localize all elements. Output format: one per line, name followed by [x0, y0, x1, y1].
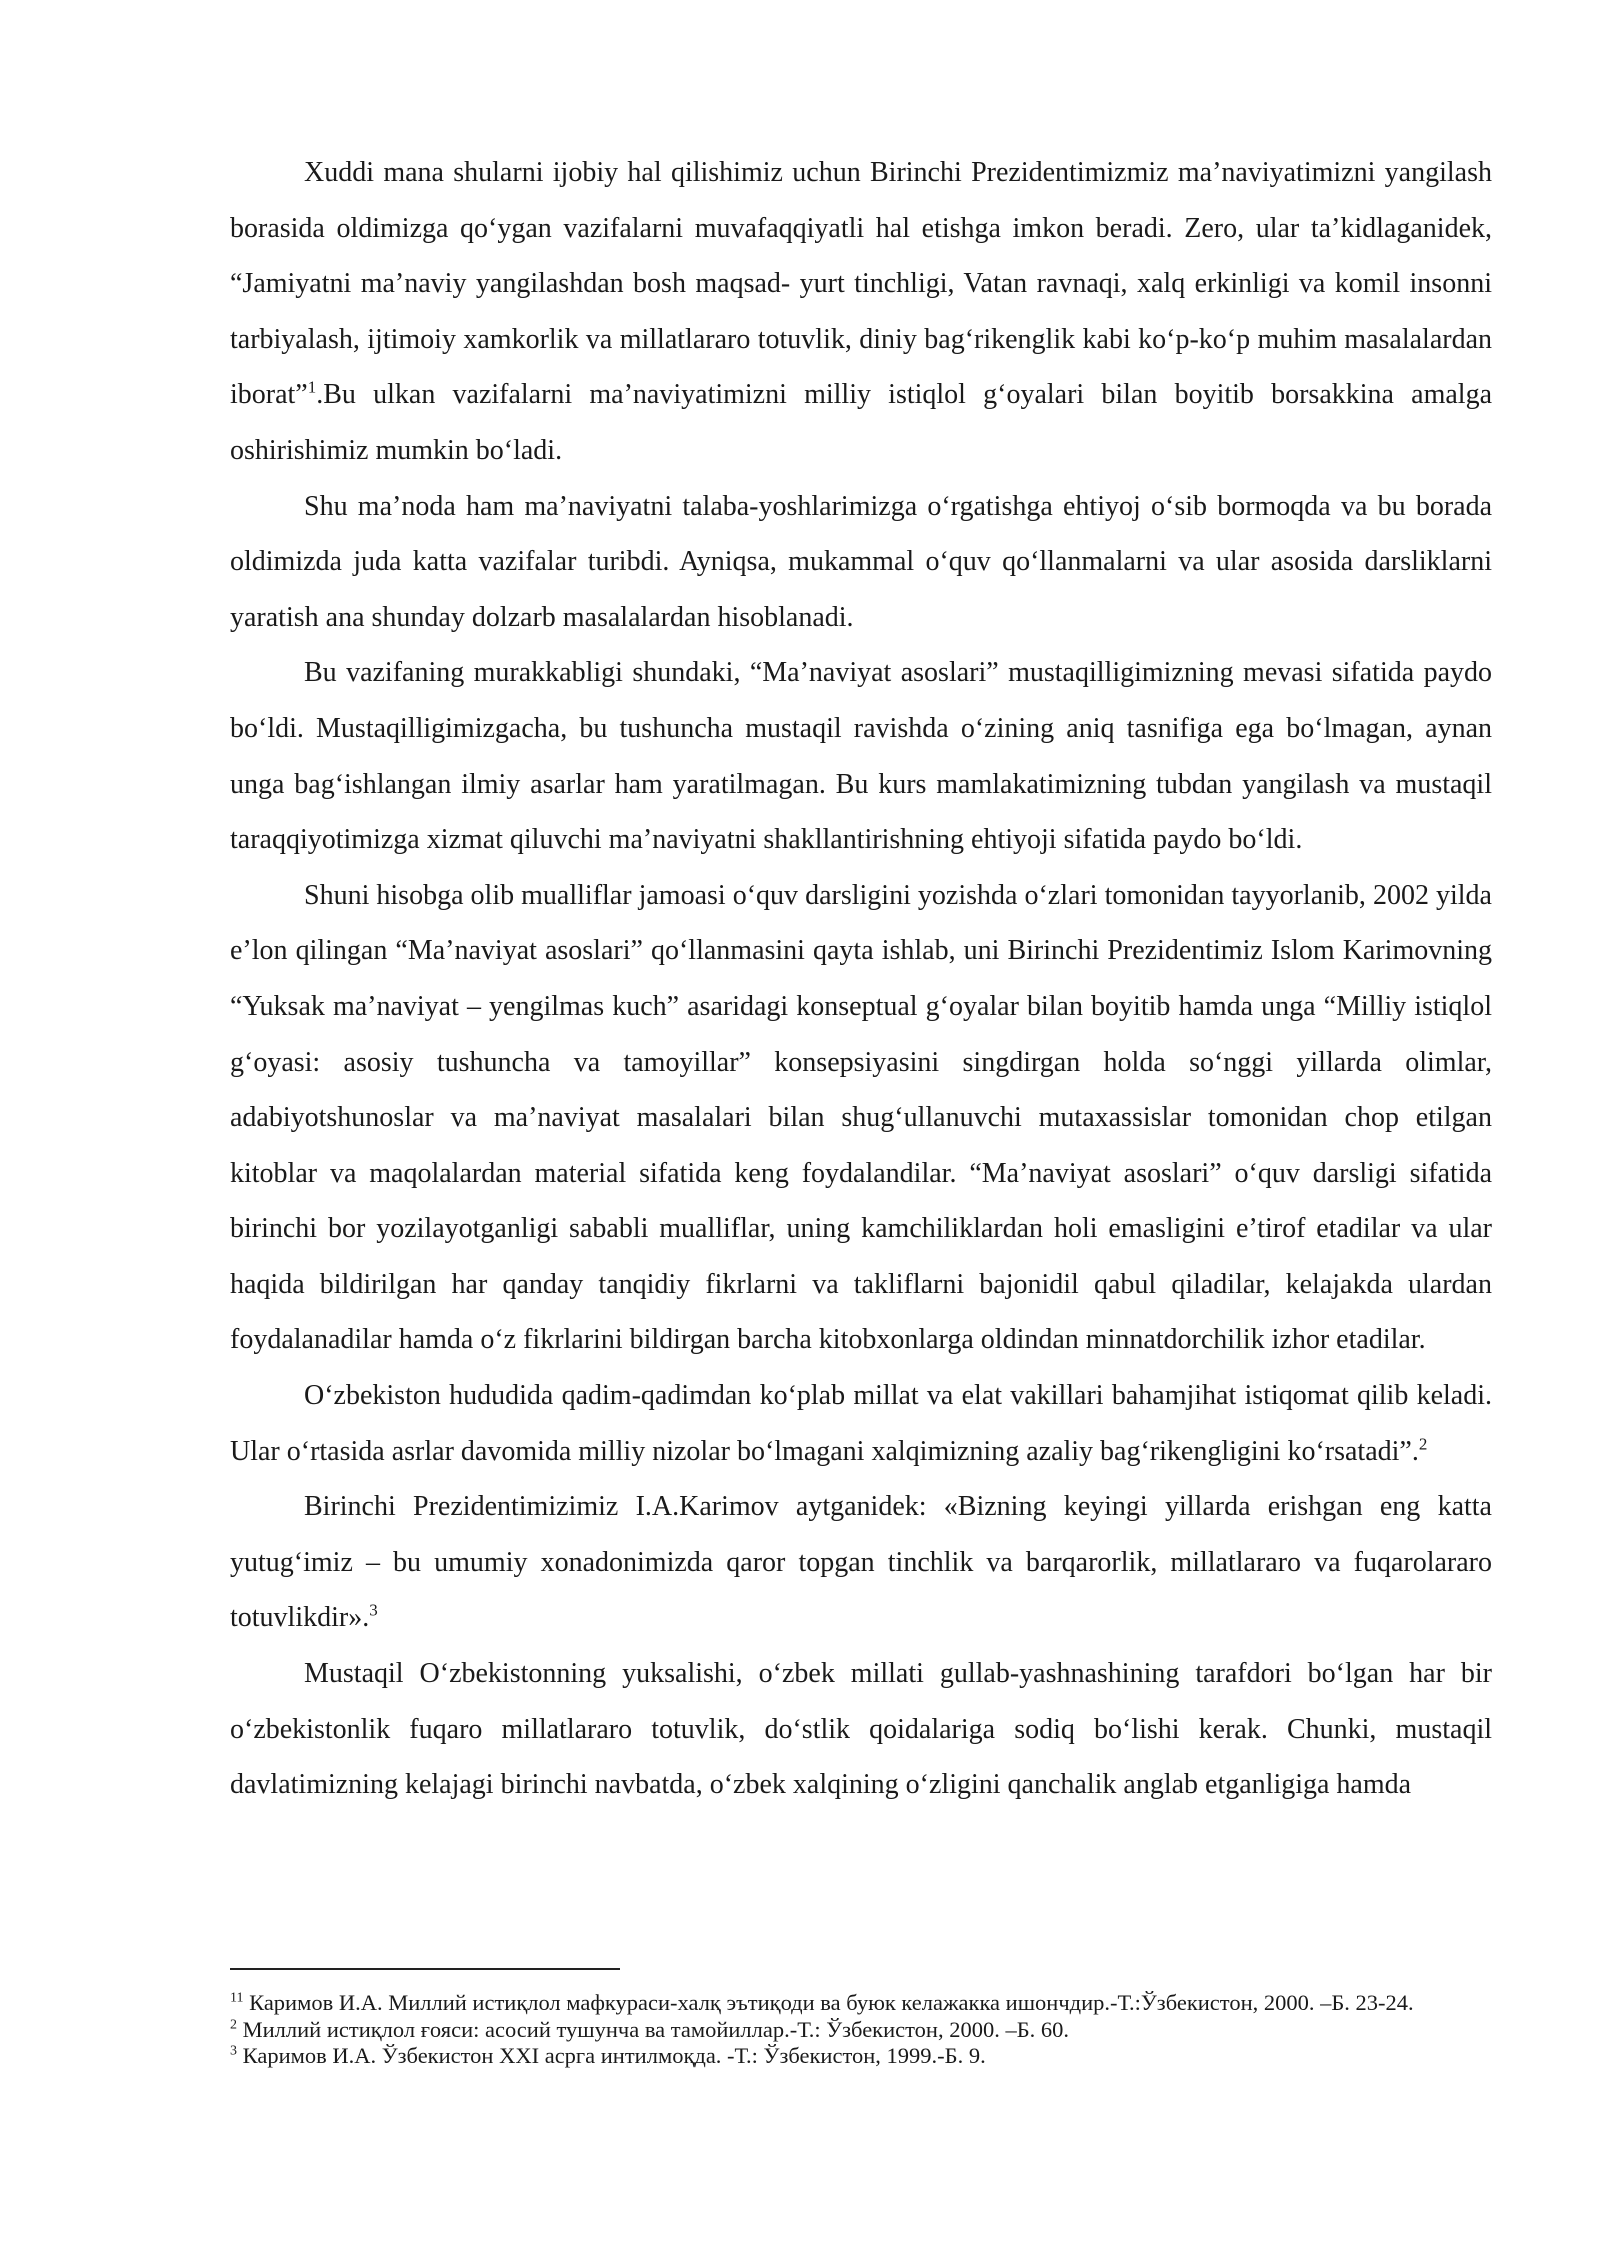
footnote-separator	[230, 1968, 620, 1970]
paragraph: Shuni hisobga olib mualliflar jamoasi o‘quv darsligini yozishda o‘zlari tomonidan tayyorlanib, 2002 yilda e’lon qilingan “Ma’naviyat asoslari” qo‘llanmasini qayta ishlab, uni Birinchi Prezidentimiz Islom Karimovning “Yuksak ma’naviyat – yengilmas kuch” asaridagi konseptual g‘oyalar bilan boyitib hamda unga “Milliy istiqlol g‘oyasi: asosiy tushuncha va tamoyillar” konsepsiyasini singdirgan holda so‘nggi yillarda olimlar, adabiyotshunoslar va ma’naviyat masalalari bilan shug‘ullanuvchi mutaxassislar tomonidan chop etilgan kitoblar va maqolalardan material sifatida keng foydalandilar. “Ma’naviyat asoslari” o‘quv darsligi sifatida birinchi bor yozilayotganligi sababli mualliflar, uning kamchiliklardan holi emasligini e’tirof etadilar va ular haqida bildirilgan har qanday tanqidiy fikrlarni va takliflarni bajonidil qabul qiladilar, kelajakda ulardan foydalanadilar hamda o‘z fikrlarini bildirgan barcha kitobxonlarga oldindan minnatdorchilik izhor etadilar.	[230, 879, 1492, 1356]
footnote-ref[interactable]: 2	[1418, 1434, 1428, 1454]
footnote-mark: 11	[230, 1990, 244, 2006]
footnotes-section	[230, 1968, 1492, 2070]
footnote: $^{11}$ Каримов И.А. Миллий истиқлол мафкураси-халқ эътиқоди ва буюк келажакка ишончдир.-Т.:Ўзбекистон, 2000. –Б. 23-24.	[230, 1990, 1414, 2015]
paragraph: O‘zbekiston hududida qadim-qadimdan ko‘plab millat va elat vakillari bahamjihat istiqomat qilib keladi. Ular o‘rtasida asrlar davomida milliy nizolar bo‘lmagani xalqimizning azaliy bag‘rikengligini ko‘rsatadi”.$^2$	[230, 1380, 1492, 1467]
footnote: $^2$ Миллий истиқлол ғояси: асосий тушунча ва тамойиллар.-Т.: Ўзбекистон, 2000. –Б. 60.	[230, 2016, 1070, 2042]
paragraph: Mustaqil O‘zbekistonning yuksalishi, o‘zbek millati gullab-yashnashining tarafdori bo‘lgan har bir o‘zbekistonlik fuqaro millatlararo totuvlik, do‘stlik qoidalariga sodiq bo‘lishi kerak. Chunki, mustaqil davlatimizning kelajagi birinchi navbatda, o‘zbek xalqining o‘zligini qanchalik anglab etganligiga hamda	[230, 1658, 1492, 1801]
footnote-ref[interactable]: 3	[369, 1601, 378, 1621]
paragraph: Bu vazifaning murakkabligi shundaki, “Ma’naviyat asoslari” mustaqilligimizning mevasi sifatida paydo bo‘ldi. Mustaqilligimizgacha, bu tushuncha mustaqil ravishda o‘zining aniq tasnifiga ega bo‘lmagan, aynan unga bag‘ishlangan ilmiy asarlar ham yaratilmagan. Bu kurs mamlakatimizning tubdan yangilash va mustaqil taraqqiyotimizga xizmat qiluvchi ma’naviyatni shakllantirishning ehtiyoji sifatida paydo bo‘ldi.	[230, 657, 1492, 856]
paragraph: Shu ma’noda ham ma’naviyatni talaba-yoshlarimizga o‘rgatishga ehtiyoj o‘sib bormoqda va bu borada oldimizda juda katta vazifalar turibdi. Ayniqsa, mukammal o‘quv qo‘llanmalarni va ular asosida darsliklarni yaratish ana shunday dolzarb masalalardan hisoblanadi.	[230, 490, 1492, 633]
footnote-mark: 2	[230, 2017, 237, 2032]
paragraph: Xuddi mana shularni ijobiy hal qilishimiz uchun Birinchi Prezidentimizmiz ma’naviyatimizni yangilash borasida oldimizga qo‘ygan vazifalarni muvafaqqiyatli hal etishga imkon beradi. Zero, ular ta’kidlaganidek, “Jamiyatni ma’naviy yangilashdan bosh maqsad- yurt tinchligi, Vatan ravnaqi, xalq erkinligi va komil insonni tarbiyalash, ijtimoiy xamkorlik va millatlararo totuvlik, diniy bag‘rikenglik kabi ko‘p-ko‘p muhim masalalardan iborat”$^1$.Bu ulkan vazifalarni ma’naviyatimizni milliy istiqlol g‘oyalari bilan boyitib borsakkina amalga oshirishimiz mumkin bo‘ladi.	[230, 157, 1492, 466]
footnote-mark: 3	[230, 2043, 237, 2059]
document-body	[230, 145, 1492, 1813]
footnote: $^3$ Каримов И.А. Ўзбекистон XXI асрга интилмоқда. -Т.: Ўзбекистон, 1999.-Б. 9.	[230, 2043, 986, 2068]
footnote-ref[interactable]: 1	[307, 378, 317, 398]
paragraph: Birinchi Prezidentimizimiz I.A.Karimov aytganidek: «Bizning keyingi yillarda erishgan eng katta yutug‘imiz – bu umumiy xonadonimizda qaror topgan tinchlik va barqarorlik, millatlararo va fuqarolararo totuvlikdir».$^3$	[230, 1491, 1492, 1634]
